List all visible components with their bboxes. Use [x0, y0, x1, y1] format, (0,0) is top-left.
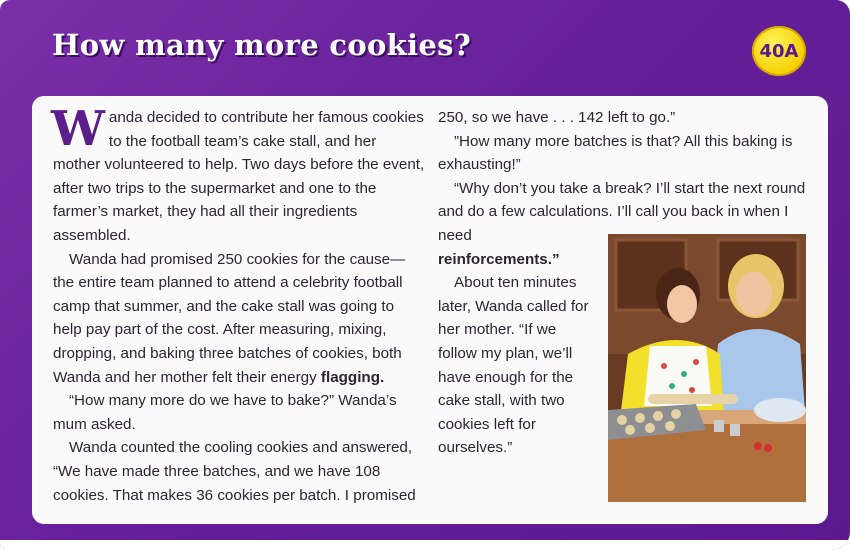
paragraph-2	[53, 248, 425, 390]
badge-label: 40A	[759, 40, 799, 62]
paragraph-1	[51, 101, 425, 248]
paragraph-5: 250, so we have . . . 142 left to go.”	[438, 109, 676, 126]
drop-cap: W	[51, 101, 105, 157]
photo-baking-icon	[608, 234, 806, 502]
story-column-left	[51, 101, 425, 507]
paragraph-8: About ten minutes later, Wanda called for her mother. “If we follow my plan, we’ll have enough for the cake stall, with two cookies left for ourselves.”	[438, 274, 589, 457]
paragraph-2-text: Wanda had promised 250 cookies for the cause—the entire team planned to attend a celebrity football camp that summer, and the cake stall was going to help pay part of the cost. After measuring, mixing, dropping, and baking three batches of cookies, both Wanda and her mother felt their energy	[53, 250, 406, 386]
paragraph-4: Wanda counted the cooling cookies and answered, “We have made three batches, and we have 108 cookies. That makes 36 cookies per batch. I promised	[53, 439, 416, 504]
card-title: How many more cookies?	[52, 28, 471, 62]
paragraph-6: ”How many more batches is that? All this baking is exhausting!”	[438, 132, 793, 174]
card-number-badge	[752, 26, 806, 76]
paragraph-1-text: anda decided to contribute her famous cookies to the football team’s cake stall, and her mother volunteered to help. Two days before the event, after two trips to the supermarket and one to the farmer’s market, they had all their ingredients assembled.	[53, 109, 425, 244]
bold-word-flagging: flagging.	[320, 368, 385, 386]
bold-word-reinforcements: reinforcements.”	[438, 250, 560, 268]
paragraph-7-text: “Why don’t you take a break? I’ll start the next round and do a few calculations. I’ll call you back in when I need	[438, 179, 806, 244]
paragraph-3: “How many more do we have to bake?” Wanda’s mum asked.	[53, 392, 397, 433]
